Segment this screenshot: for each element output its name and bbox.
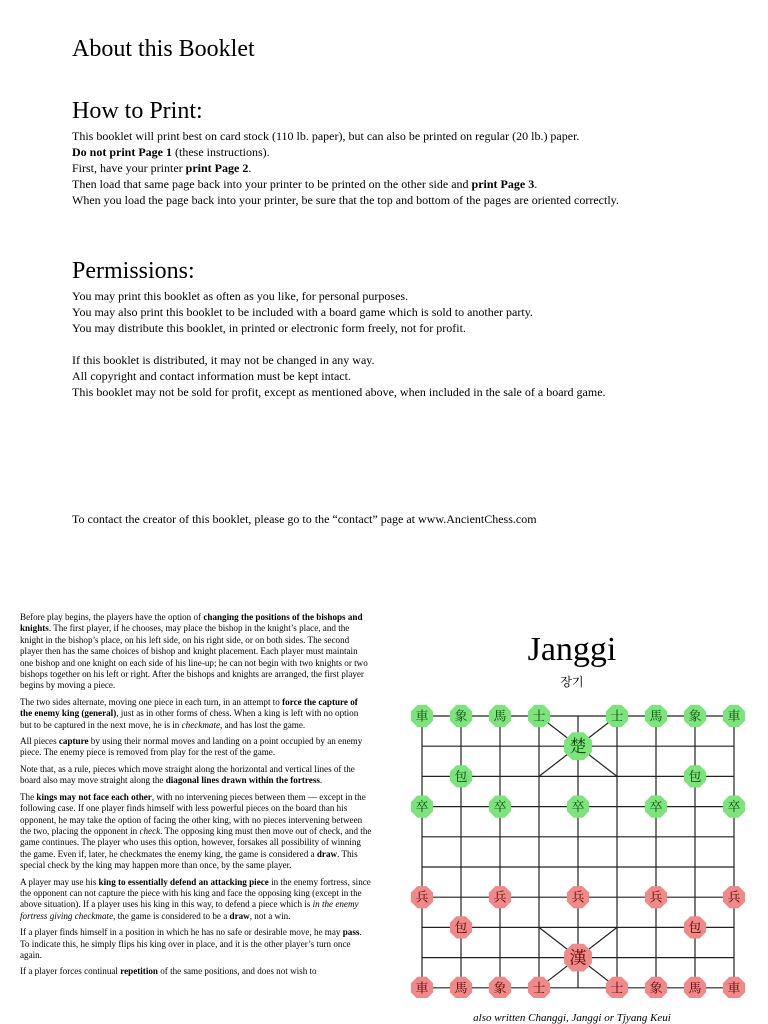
- piece-glyph: 楚: [569, 737, 587, 758]
- piece-glyph: 兵: [415, 890, 429, 906]
- permissions-block-2: [72, 352, 606, 400]
- piece-glyph: 士: [532, 709, 546, 725]
- piece-glyph: 車: [727, 981, 741, 997]
- permission-line: All copyright and contact information must be kept intact.: [72, 369, 351, 383]
- piece-glyph: 卒: [493, 800, 507, 816]
- rules-paragraph: If a player finds himself in a position in which he has no safe or desirable move, he may pass. To indicate this, he simply flips his king over in place, and it is the other player’s turn once again.: [20, 927, 362, 960]
- print-heading: How to Print:: [72, 98, 203, 124]
- print-line-1: This booklet will print best on card stock (110 lb. paper), but can also be printed on regular (20 lb.) paper.: [72, 129, 580, 143]
- piece-glyph: 卒: [727, 800, 741, 816]
- piece-glyph: 象: [493, 981, 507, 997]
- rules-paragraph: All pieces capture by using their normal moves and landing on a point occupied by an enemy piece. The enemy piece is removed from play for the rest of the game.: [20, 736, 363, 758]
- rules-paragraph: The two sides alternate, moving one piece in each turn, in an attempt to force the capture of the enemy king (general), just as in other forms of chess. When a king is left with no option but to be captured in the next move, he is in checkmate, and has lost the game.: [20, 696, 359, 730]
- permission-line: This booklet may not be sold for profit, except as mentioned above, when included in the sale of a board game.: [72, 385, 606, 399]
- page-title: About this Booklet: [72, 36, 255, 62]
- piece-glyph: 車: [727, 709, 741, 725]
- piece-glyph: 象: [649, 981, 663, 997]
- janggi-board: [406, 702, 762, 998]
- piece-glyph: 兵: [493, 890, 507, 906]
- piece-glyph: 兵: [727, 890, 741, 906]
- piece-glyph: 卒: [415, 800, 429, 816]
- permission-line: You may also print this booklet to be included with a board game which is sold to another party.: [72, 305, 533, 319]
- piece-glyph: 漢: [569, 948, 587, 969]
- piece-glyph: 包: [454, 920, 468, 936]
- permission-line: You may distribute this booklet, in printed or electronic form freely, not for profit.: [72, 321, 466, 335]
- piece-glyph: 兵: [649, 890, 663, 906]
- piece-glyph: 車: [415, 981, 429, 997]
- piece-glyph: 馬: [493, 709, 507, 725]
- piece-glyph: 馬: [649, 709, 663, 725]
- piece-glyph: 士: [610, 981, 624, 997]
- rules-text: [20, 612, 372, 983]
- piece-glyph: 兵: [571, 890, 585, 906]
- game-korean-name: 장기: [560, 675, 584, 689]
- permission-line: If this booklet is distributed, it may not be changed in any way.: [72, 353, 375, 367]
- print-line-2: Do not print Page 1 (these instructions).: [72, 145, 270, 159]
- piece-glyph: 馬: [688, 981, 702, 997]
- piece-glyph: 象: [454, 709, 468, 725]
- piece-glyph: 卒: [571, 800, 585, 816]
- piece-glyph: 包: [688, 920, 702, 936]
- piece-glyph: 象: [688, 709, 702, 725]
- rules-paragraph: If a player forces continual repetition of the same positions, and does not wish to: [20, 966, 317, 977]
- piece-glyph: 包: [688, 769, 702, 785]
- game-caption: also written Changgi, Janggi or Tjyang Keui: [473, 1012, 671, 1024]
- print-line-3: First, have your printer print Page 2.: [72, 161, 252, 175]
- contact-line: To contact the creator of this booklet, please go to the “contact” page at www.AncientChess.com: [72, 512, 537, 526]
- permissions-heading: Permissions:: [72, 258, 195, 284]
- piece-glyph: 卒: [649, 800, 663, 816]
- print-line-5: When you load the page back into your printer, be sure that the top and bottom of the pages are oriented correctly.: [72, 193, 619, 207]
- rules-paragraph: Note that, as a rule, pieces which move straight along the horizontal and vertical lines of the board also may move straight along the diagonal lines drawn within the fortress.: [20, 763, 355, 786]
- print-line-4: Then load that same page back into your printer to be printed on the other side and print Page 3.: [72, 177, 538, 191]
- piece-glyph: 包: [454, 769, 468, 785]
- rules-paragraph: Before play begins, the players have the option of changing the positions of the bishops and knights. The first player, if he chooses, may place the bishop in the knight’s place, and the knight in the bishop’s place, on his left side, on his right side, or on both sides. The second player then has the same choices of bishop and knight placement. Each player must maintain one bishop and one knight on each side of his line-up; he can not begin with two knights or two bishops together on his left or right. After the bishops and knights are arranged, the first player begins by moving a piece.: [20, 612, 368, 691]
- permissions-block-1: [72, 288, 533, 336]
- permission-line: You may print this booklet as often as you like, for personal purposes.: [72, 289, 409, 303]
- piece-glyph: 士: [610, 709, 624, 725]
- print-instructions: [72, 128, 619, 208]
- rules-paragraph: The kings may not face each other, with no intervening pieces between them — except in the following case. If one player finds himself with less powerful pieces on the board than his opponent, he may take the option of facing the other king, with no pieces intervening between the two, placing the opponent in check. The opposing king must then move out of check, and the game continues. The player who uses this option, however, forsakes all possibility of winning the game. Even if, later, he checkmates the enemy king, the game is considered a draw. This special check by the king may happen more than once, by the same player.: [20, 791, 372, 871]
- rules-paragraph: A player may use his king to essentially defend an attacking piece in the enemy fortress, since the opponent can not capture the piece with his king and face the opposing king (except in the above situation). If a player uses his king in this way, to defend a piece which is in the enemy fortress giving checkmate, the game is considered to be a draw, not a win.: [20, 876, 371, 921]
- piece-glyph: 士: [532, 981, 546, 997]
- piece-glyph: 車: [415, 709, 429, 725]
- game-title: Janggi: [527, 631, 617, 668]
- piece-glyph: 馬: [454, 981, 468, 997]
